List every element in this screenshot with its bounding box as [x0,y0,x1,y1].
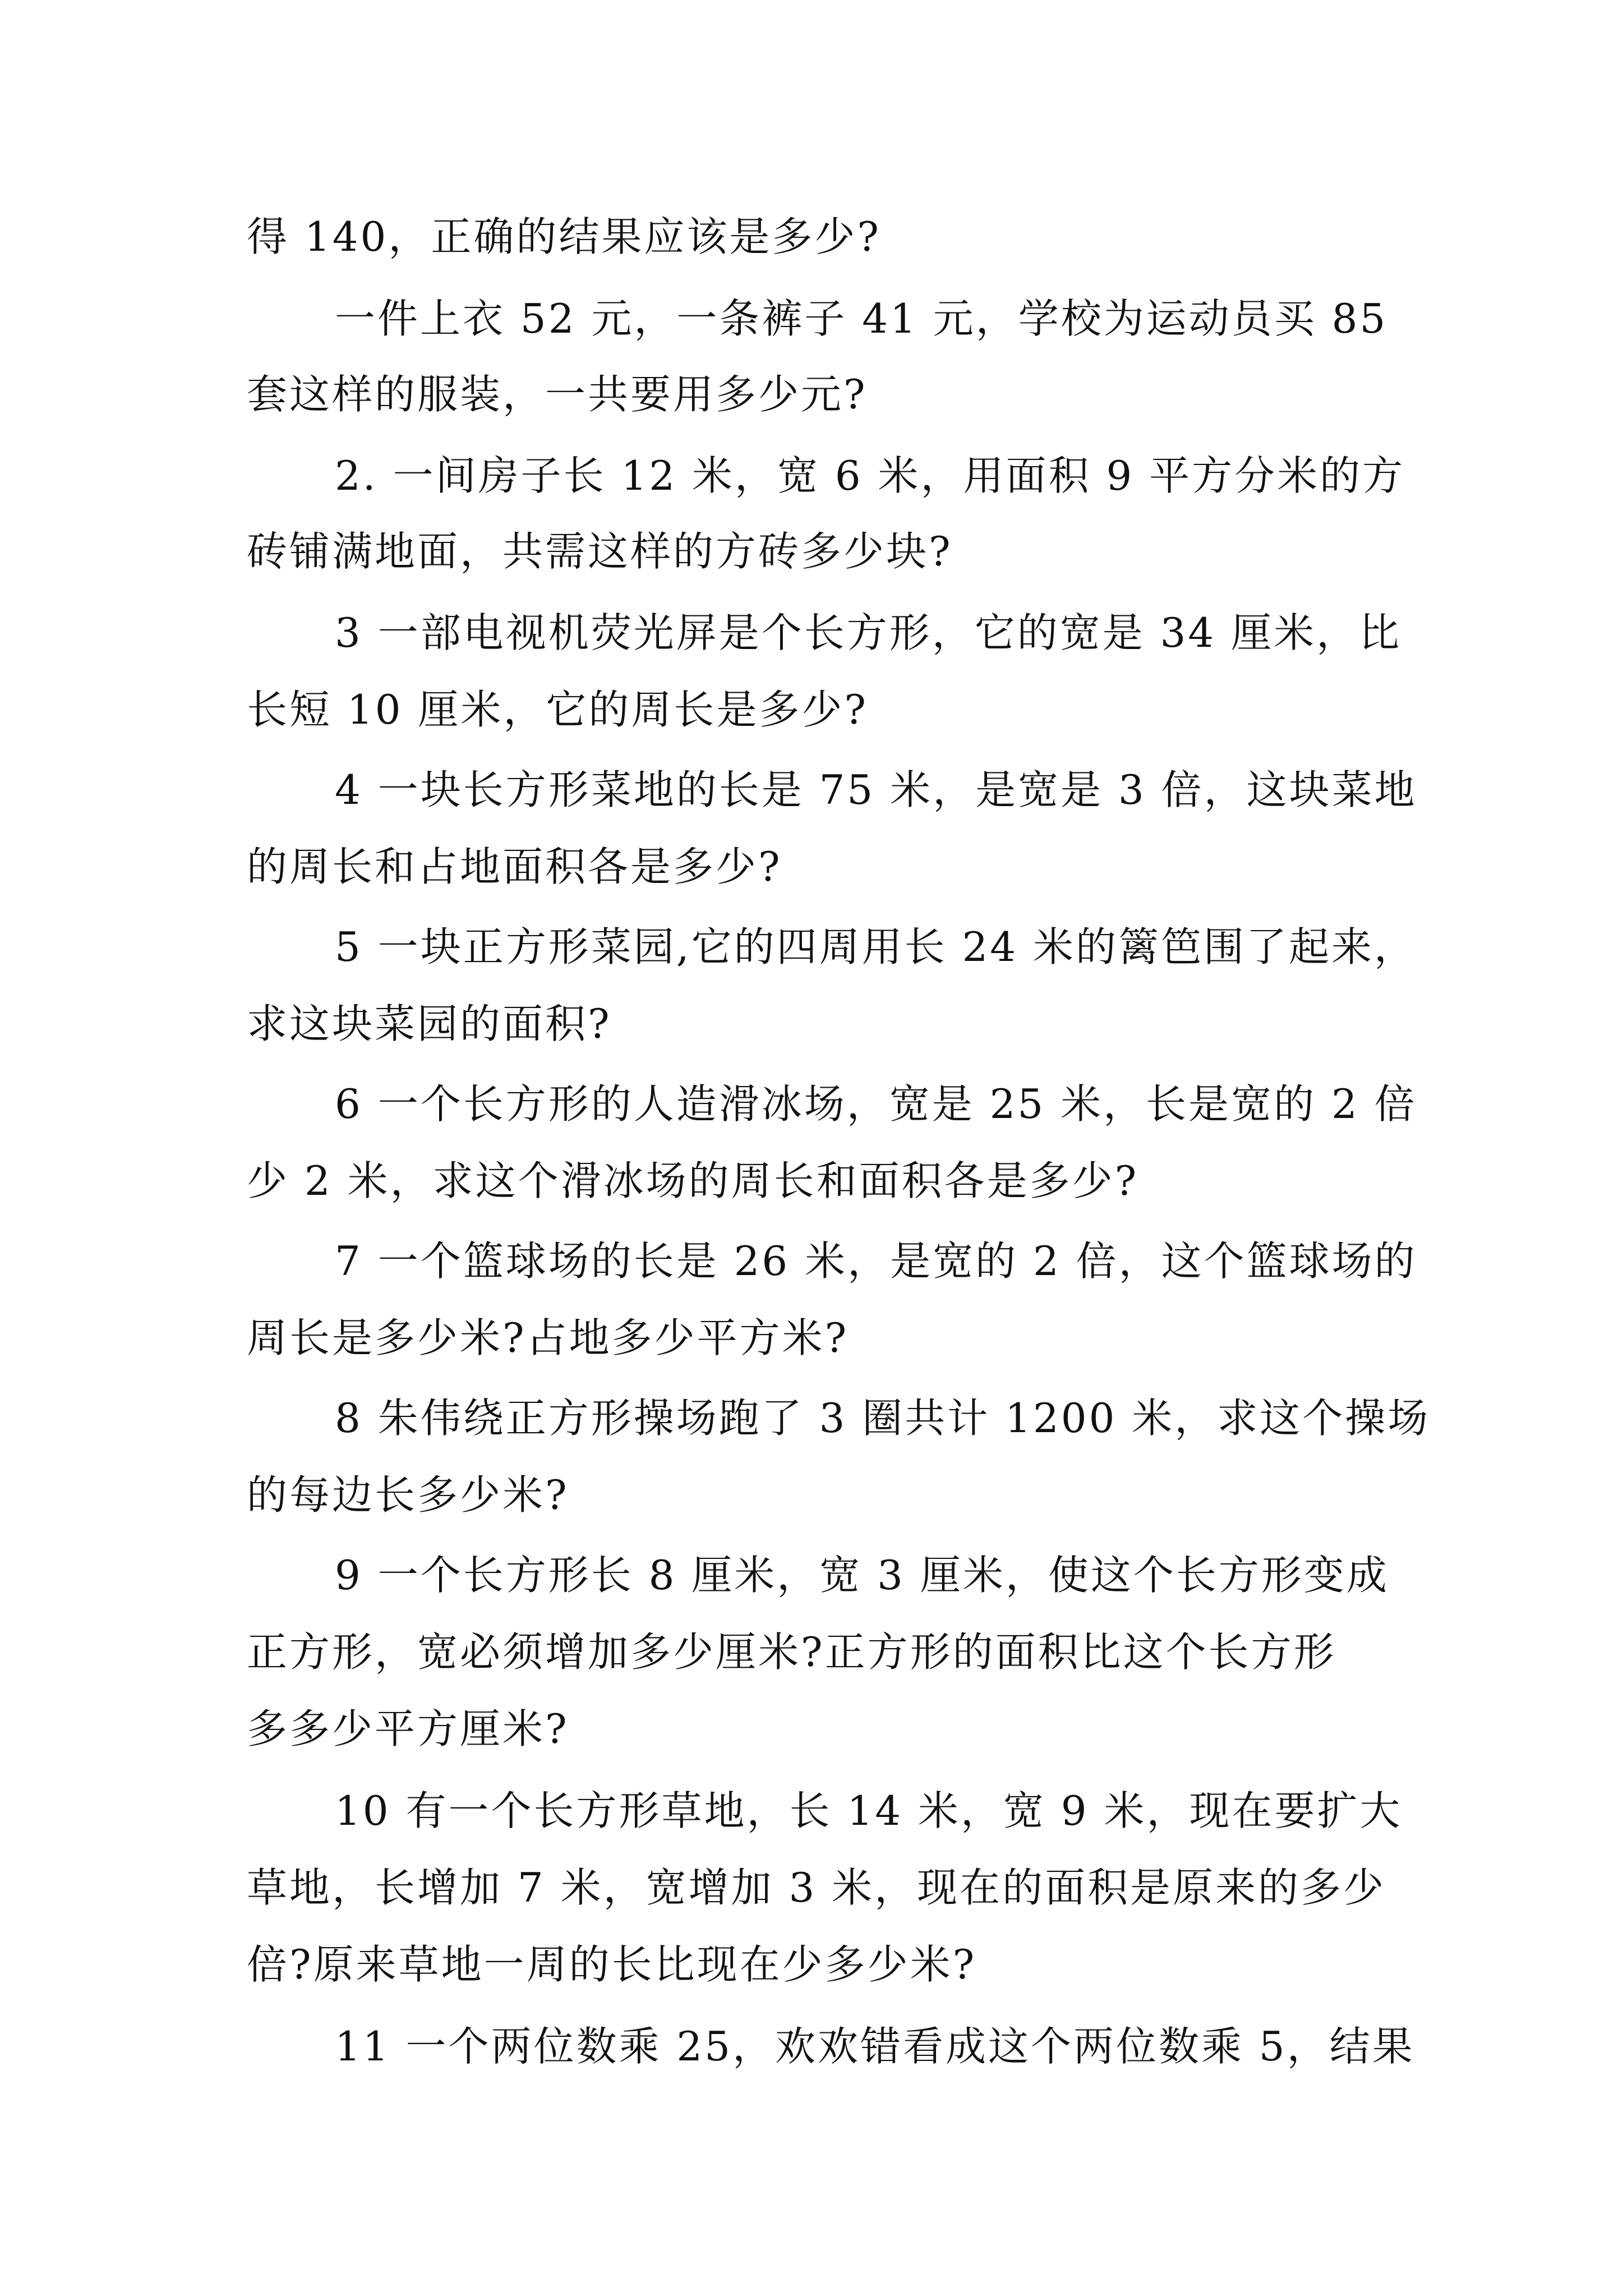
text-line: 3 一部电视机荧光屏是个长方形，它的宽是 34 厘米，比 [335,609,1402,656]
text-line: 一件上衣 52 元，一条裤子 41 元，学校为运动员买 85 [335,295,1388,342]
text-line: 8 朱伟绕正方形操场跑了 3 圈共计 1200 米，求这个操场 [335,1395,1431,1442]
text-line: 5 一块正方形菜园,它的四周用长 24 米的篱笆围了起来， [335,923,1417,970]
text-line: 倍?原来草地一周的长比现在少多少米? [247,1941,977,1988]
text-line: 得 140，正确的结果应该是多少? [247,213,881,260]
text-line: 少 2 米，求这个滑冰场的周长和面积各是多少? [247,1157,1139,1204]
text-line: 草地，长增加 7 米，宽增加 3 米，现在的面积是原来的多少 [247,1864,1386,1911]
text-line: 的周长和占地面积各是多少? [247,843,782,890]
text-line: 套这样的服装，一共要用多少元? [247,371,868,418]
text-line: 周长是多少米?占地多少平方米? [247,1314,849,1361]
text-line: 11 一个两位数乘 25，欢欢错看成这个两位数乘 5，结果 [335,2023,1415,2070]
text-line: 10 有一个长方形草地，长 14 米，宽 9 米，现在要扩大 [335,1787,1403,1834]
text-line: 9 一个长方形长 8 厘米，宽 3 厘米，使这个长方形变成 [335,1552,1389,1599]
text-line: 6 一个长方形的人造滑冰场，宽是 25 米，长是宽的 2 倍 [335,1080,1417,1128]
text-line: 4 一块长方形菜地的长是 75 米，是宽是 3 倍，这块菜地 [335,766,1417,813]
text-line: 多多少平方厘米? [247,1705,569,1752]
text-line: 长短 10 厘米，它的周长是多少? [247,686,868,733]
text-line: 7 一个篮球场的长是 26 米，是宽的 2 倍，这个篮球场的 [335,1237,1417,1285]
text-line: 2. 一间房子长 12 米，宽 6 米，用面积 9 平方分米的方 [335,452,1405,499]
text-line: 正方形，宽必须增加多少厘米?正方形的面积比这个长方形 [247,1628,1336,1676]
text-line: 砖铺满地面，共需这样的方砖多少块? [247,528,953,575]
text-line: 求这块菜园的面积? [247,1000,612,1047]
text-line: 的每边长多少米? [247,1471,569,1519]
